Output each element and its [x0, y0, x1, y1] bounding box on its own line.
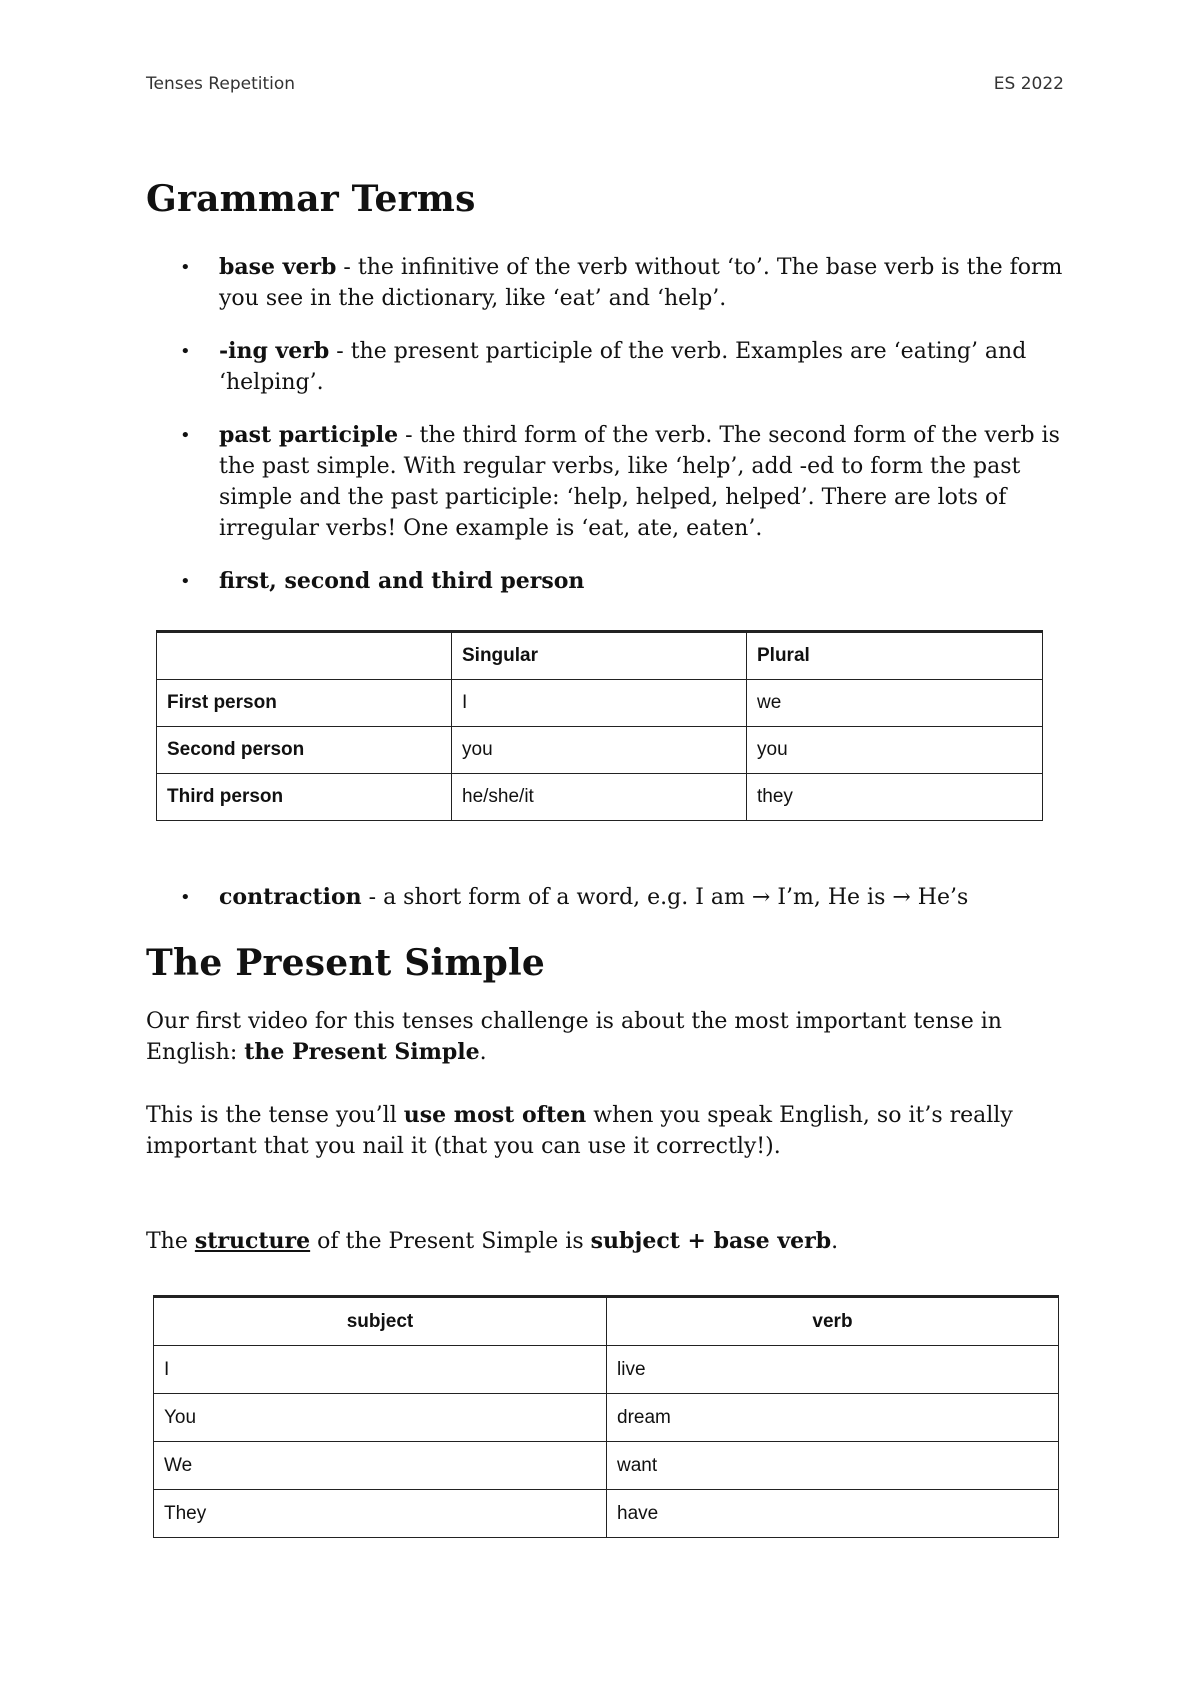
importance-paragraph: [146, 1100, 1066, 1162]
list-item: [146, 566, 1066, 597]
text-run: when you speak English, so it’s really important that you nail it (that you can use it correctly!).: [146, 1103, 1013, 1159]
row-label: Third person: [157, 774, 452, 821]
table-cell: we: [747, 680, 1043, 727]
header-left: Tenses Repetition: [146, 74, 296, 94]
table-header-cell: Singular: [452, 632, 747, 680]
table-cell: They: [154, 1490, 607, 1538]
text-run: Our first video for this tenses challenge is about the most important tense in English:: [146, 1009, 1002, 1065]
list-item: [146, 420, 1066, 544]
table-cell: You: [154, 1394, 607, 1442]
table-header-row: [154, 1297, 1059, 1346]
table-header-row: [157, 632, 1043, 680]
term-label: base verb: [219, 254, 337, 280]
section-title-grammar-terms: Grammar Terms: [146, 178, 476, 220]
text-run: .: [831, 1229, 839, 1254]
row-label: Second person: [157, 727, 452, 774]
structure-table: [153, 1295, 1059, 1538]
table-cell: We: [154, 1442, 607, 1490]
table-cell: dream: [607, 1394, 1059, 1442]
table-cell: he/she/it: [452, 774, 747, 821]
term-label: -ing verb: [219, 338, 330, 364]
text-run: .: [479, 1040, 487, 1065]
text-run-bold: subject + base verb: [590, 1228, 832, 1254]
table-row: [157, 680, 1043, 727]
term-definition: - the present participle of the verb. Examples are ‘eating’ and ‘helping’.: [219, 339, 1027, 395]
text-run: This is the tense you’ll: [146, 1103, 404, 1128]
term-definition: - a short form of a word, e.g. I am → I’m, He is → He’s: [361, 885, 969, 910]
header-right: ES 2022: [993, 74, 1064, 94]
text-run-bold-underline: structure: [194, 1228, 311, 1254]
table-row: [154, 1490, 1059, 1538]
section-title-present-simple: The Present Simple: [146, 942, 545, 984]
table-cell: you: [452, 727, 747, 774]
list-item: [146, 252, 1066, 314]
table-row: [157, 727, 1043, 774]
table-cell: have: [607, 1490, 1059, 1538]
term-definition: - the infinitive of the verb without ‘to’. The base verb is the form you see in the dictionary, like ‘eat’ and ‘help’.: [219, 255, 1063, 311]
intro-paragraph: [146, 1006, 1066, 1068]
table-cell: you: [747, 727, 1043, 774]
person-table: [156, 630, 1043, 821]
grammar-terms-list: [146, 252, 1066, 597]
table-header-cell: subject: [154, 1297, 607, 1346]
text-run-bold: use most often: [403, 1102, 587, 1128]
table-cell: they: [747, 774, 1043, 821]
table-cell: want: [607, 1442, 1059, 1490]
table-row: [157, 774, 1043, 821]
table-row: [154, 1394, 1059, 1442]
text-run: of the Present Simple is: [310, 1229, 591, 1254]
row-label: First person: [157, 680, 452, 727]
table-header-cell: verb: [607, 1297, 1059, 1346]
text-run-bold: the Present Simple: [244, 1039, 480, 1065]
table-cell: I: [154, 1346, 607, 1394]
term-label: first, second and third person: [219, 568, 585, 594]
contraction-list: [146, 882, 1066, 913]
term-definition: - the third form of the verb. The second form of the verb is the past simple. With regular verbs, like ‘help’, add -ed to form the past simple and the past participle: ‘help, helped, helped’. There are lots of irregular verbs! One example is ‘eat, ate, eaten’.: [219, 423, 1060, 541]
table-header-cell: Plural: [747, 632, 1043, 680]
structure-paragraph: [146, 1226, 1066, 1257]
table-row: [154, 1346, 1059, 1394]
term-label: past participle: [219, 422, 399, 448]
table-cell: I: [452, 680, 747, 727]
list-item: [146, 882, 1066, 913]
table-cell: [157, 632, 452, 680]
term-label: contraction: [219, 884, 362, 910]
list-item: [146, 336, 1066, 398]
table-cell: live: [607, 1346, 1059, 1394]
text-run: The: [146, 1229, 195, 1254]
table-row: [154, 1442, 1059, 1490]
